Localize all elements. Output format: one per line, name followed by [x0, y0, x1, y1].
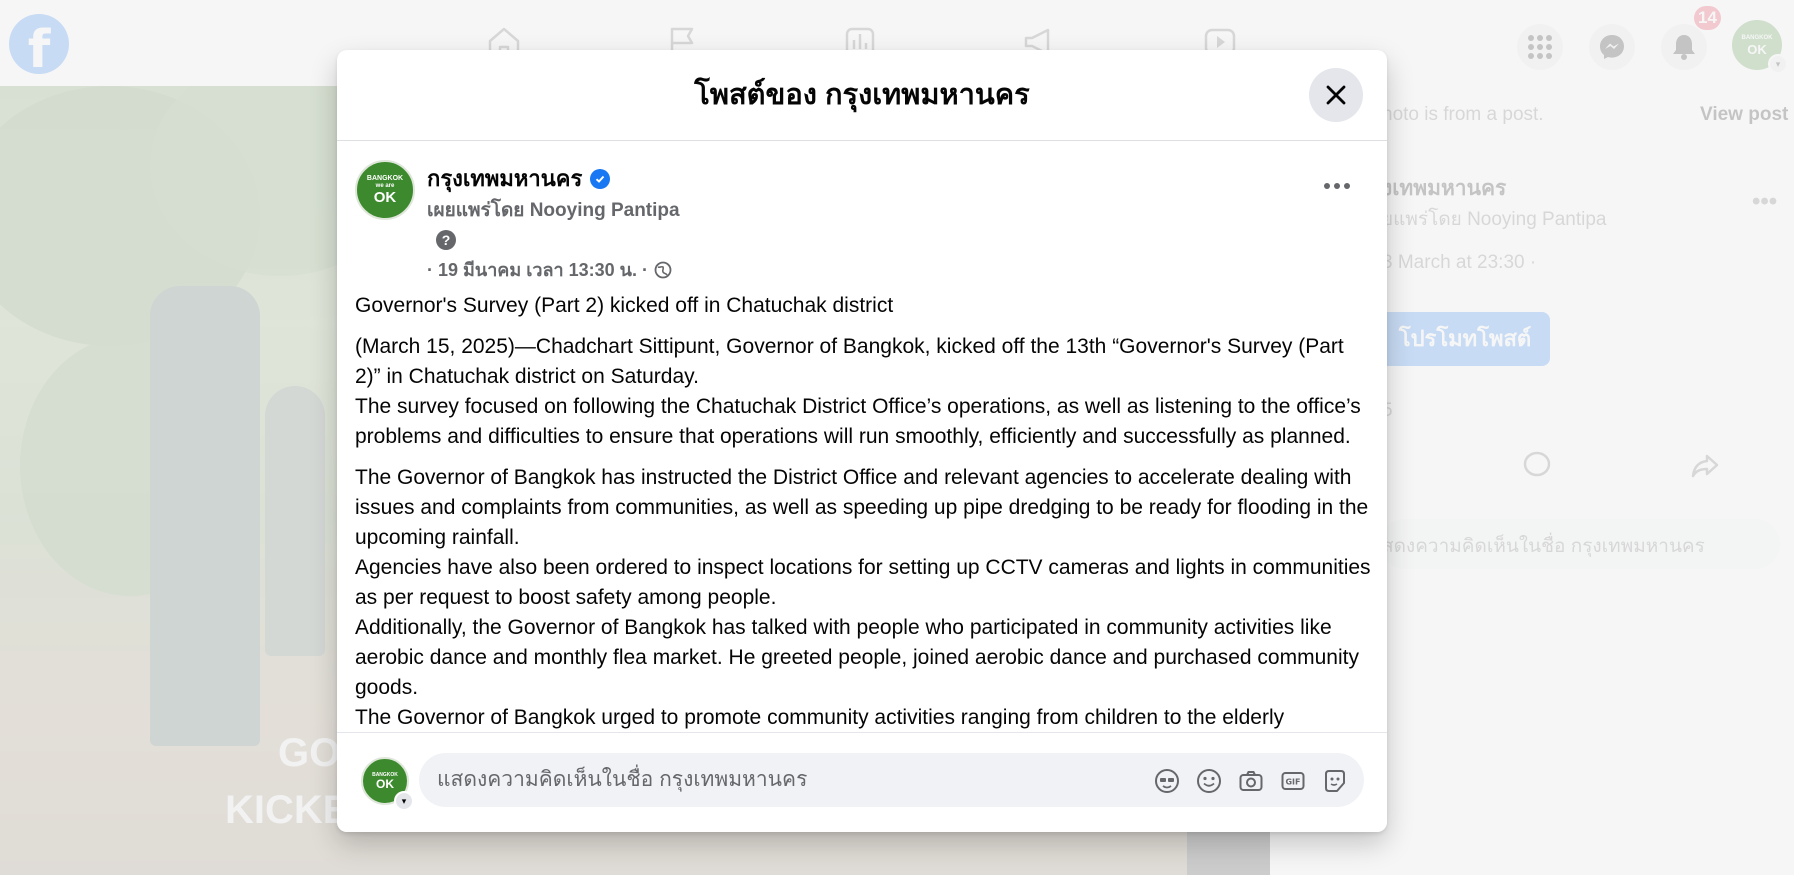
verified-icon	[590, 169, 610, 189]
emoji-icon[interactable]	[1196, 768, 1222, 794]
close-icon	[1324, 83, 1348, 107]
post-options-button[interactable]	[1322, 171, 1352, 201]
more-icon	[1334, 183, 1340, 189]
post-meta	[427, 255, 672, 284]
post-dialog	[337, 50, 1387, 832]
page-name[interactable]: กรุงเทพมหานคร	[427, 166, 583, 191]
avatar-text: OK	[376, 776, 394, 791]
comment-placeholder: แสดงความคิดเห็นในชื่อ กรุงเทพมหานคร	[437, 768, 808, 791]
comment-input[interactable]	[419, 753, 1364, 807]
post-paragraph: The Governor of Bangkok has instructed the District Office and relevant agencies to accelerate dealing with issues and complaints from communities, as well as speeding up pipe dredging to be ready for flooding in the upcoming rainfall. Agencies have also been ordered to inspect locations for setting up CCTV cameras and lights in communities as per request to boost safety among people. Additionally, the Governor of Bangkok has talked with people who participated in community activities like aerobic dance and monthly flea market. He greeted people, joined aerobic dance and purchased community goods. The Governor of Bangkok urged to promote community activities ranging from children to the elderly	[355, 466, 1371, 729]
more-icon	[1324, 183, 1330, 189]
globe-icon[interactable]	[654, 261, 672, 279]
more-icon	[1344, 183, 1350, 189]
post-text	[355, 291, 1375, 732]
page-name-row	[427, 161, 610, 196]
avatar-text: BANGKOK	[372, 771, 398, 778]
comment-composer	[337, 732, 1387, 832]
avatar-sticker-icon[interactable]	[1154, 768, 1180, 794]
svg-text:GIF: GIF	[1285, 777, 1301, 787]
page-avatar[interactable]	[355, 160, 415, 220]
avatar-text: OK	[373, 188, 397, 206]
post-paragraph: Governor's Survey (Part 2) kicked off in Chatuchak district	[355, 294, 894, 317]
dialog-title: โพสต์ของ กรุงเทพมหานคร	[694, 79, 1030, 111]
post-paragraph: (March 15, 2025)—Chadchart Sittipunt, Governor of Bangkok, kicked off the 13th “Governor's Survey (Part 2)” in Chatuchak district on Saturday. The survey focused on following the Chatuchak District Office’s operations, as well as listening to the office’s problems and difficulties to ensure that operations will run smoothly, efficiently and successfully as planned.	[355, 335, 1361, 448]
shared-by: เผยแพร่โดย Nooying Pantipa	[427, 200, 680, 221]
gif-icon[interactable]	[1280, 768, 1306, 794]
close-button[interactable]	[1309, 68, 1363, 122]
sticker-icon[interactable]	[1322, 768, 1348, 794]
post-content[interactable]	[337, 141, 1387, 732]
avatar-text: we are	[375, 182, 395, 189]
camera-icon[interactable]	[1238, 768, 1264, 794]
chevron-down-icon[interactable]: ▾	[394, 791, 414, 811]
help-icon[interactable]: ?	[436, 230, 456, 250]
dialog-header	[337, 50, 1387, 141]
post-timestamp[interactable]: · 19 มีนาคม เวลา 13:30 น. ·	[427, 260, 648, 280]
avatar-text: BANGKOK	[366, 174, 404, 182]
